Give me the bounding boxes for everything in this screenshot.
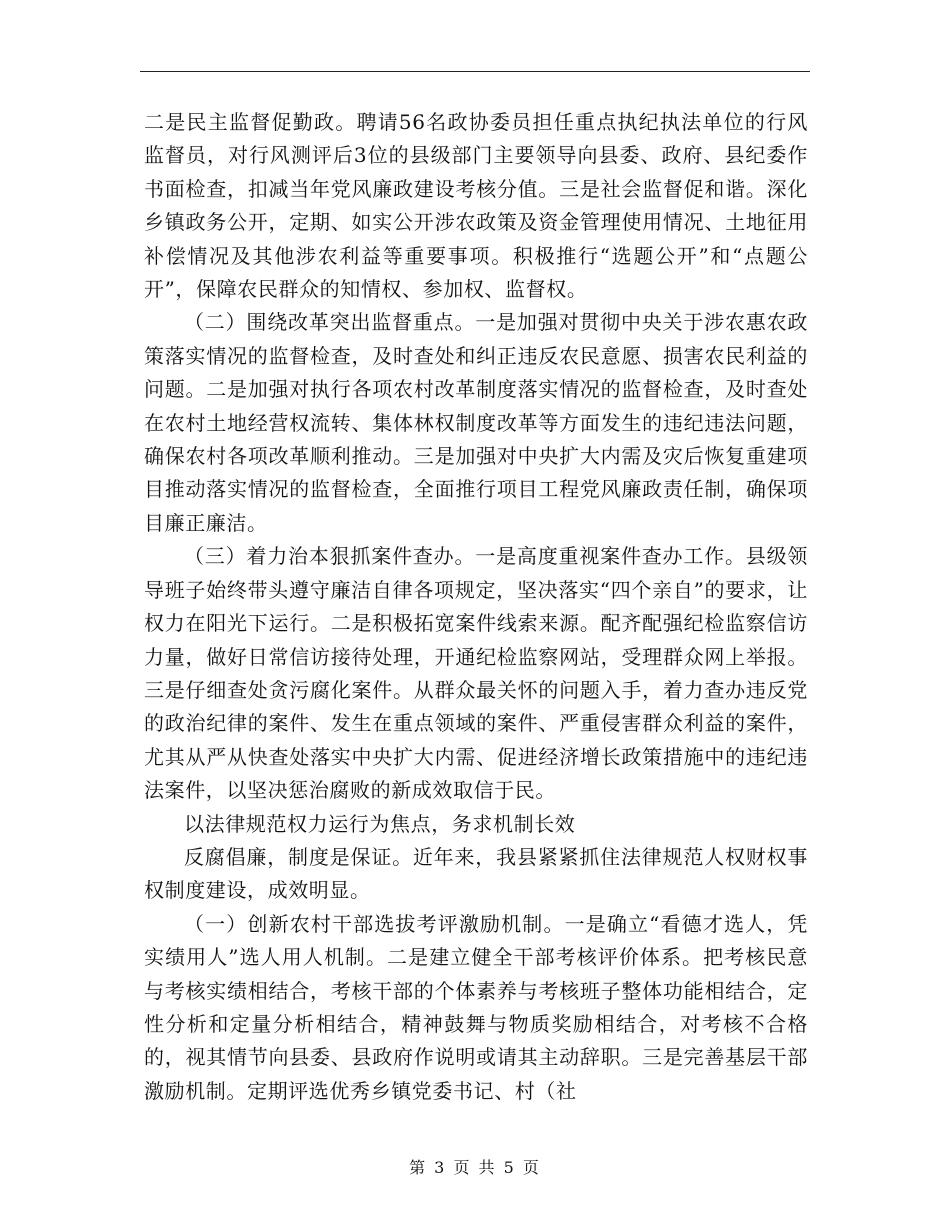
page-number: 第 3 页 共 5 页: [409, 1158, 541, 1177]
paragraph-cadre-mechanism: （一）创新农村干部选拔考评激励机制。一是确立“看德才选人，凭实绩用人”选人用人机制。二是建立健全干部考核评价体系。把考核民意与考核实绩相结合，考核干部的个体素养与考核班子整体功能相结合，定性分析和定量分析相结合，精神鼓舞与物质奖励相结合，对考核不合格的，视其情节向县委、县政府作说明或请其主动辞职。三是完善基层干部激励机制。定期评选优秀乡镇党委书记、村（社: [144, 911, 808, 1103]
paragraph-reform-supervision: （二）围绕改革突出监督重点。一是加强对贯彻中央关于涉农惠农政策落实情况的监督检查，及时查处和纠正违反农民意愿、损害农民利益的问题。二是加强对执行各项农村改革制度落实情况的监督检查，及时查处在农村土地经营权流转、集体林权制度改革等方面发生的违纪违法问题，确保农村各项改革顺利推动。三是加强对中央扩大内需及灾后恢复重建项目推动落实情况的监督检查，全面推行项目工程党风廉政责任制，确保项目廉正廉洁。: [144, 310, 808, 535]
section-heading: 以法律规范权力运行为焦点，务求机制长效: [184, 811, 576, 836]
paragraph-case-investigation: （三）着力治本狠抓案件查办。一是高度重视案件查办工作。县级领导班子始终带头遵守廉洁自律各项规定，坚决落实“四个亲自”的要求，让权力在阳光下运行。二是积极拓宽案件线索来源。配齐配强纪检监察信访力量，做好日常信访接待处理，开通纪检监察网站，受理群众网上举报。三是仔细查处贪污腐化案件。从群众最关怀的问题入手，着力查办违反党的政治纪律的案件、发生在重点领域的案件、严重侵害群众利益的案件，尤其从严从快查处落实中央扩大内需、促进经济增长政策措施中的违纪违法案件，以坚决惩治腐败的新成效取信于民。: [144, 544, 808, 803]
header-rule: [140, 71, 810, 72]
paragraph-democratic-supervision: 二是民主监督促勤政。聘请56名政协委员担任重点执纪执法单位的行风监督员，对行风测评后3位的县级部门主要领导向县委、政府、县纪委作书面检查，扣减当年党风廉政建设考核分值。三是社会监督促和谐。深化乡镇政务公开，定期、如实公开涉农政策及资金管理使用情况、土地征用补偿情况及其他涉农利益等重要事项。积极推行“选题公开”和“点题公开”，保障农民群众的知情权、参加权、监督权。: [144, 110, 808, 302]
paragraph-institution: 反腐倡廉，制度是保证。近年来，我县紧紧抓住法律规范人权财权事权制度建设，成效明显。: [144, 844, 808, 903]
document-body: [144, 106, 808, 1108]
